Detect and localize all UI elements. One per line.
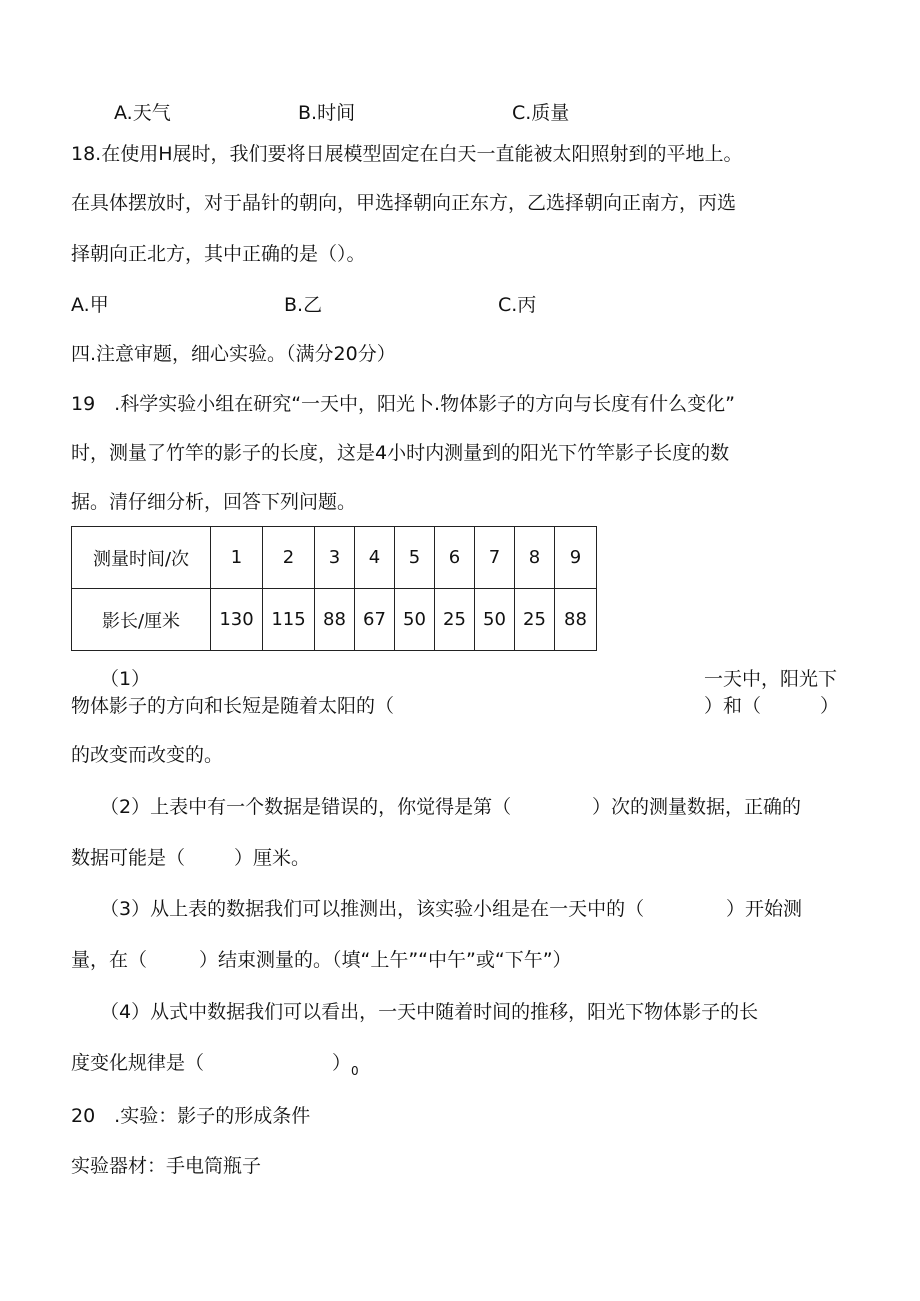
q19-p2-line1b: ）次的测量数据，正确的: [592, 796, 802, 818]
q19-p2-line2b: ）厘米。: [234, 847, 311, 869]
q19-p2-line2a: 数据可能是（: [71, 847, 186, 869]
q19-p4-line1: （4）从式中数据我们可以看出，一天中随着时间的推移，阳光下物体影子的长: [100, 1001, 759, 1023]
q19-p3-line1b: ）开始测: [726, 898, 803, 920]
q19-p1-right: 一天中，阳光下: [704, 668, 838, 690]
table-cell: 67: [355, 589, 395, 651]
table-cell: 6: [435, 527, 475, 589]
q19-p4-close: ）: [332, 1052, 352, 1074]
table-cell: 115: [263, 589, 315, 651]
q19-p3-line2b: ）结束测量的。（填“上午”“中午”或“下午”）: [199, 949, 572, 971]
table-cell: 7: [475, 527, 515, 589]
q19-line-1: 19 .科学实验小组在研究“一天中，阳光卜.物体影子的方向与长度有什么变化”: [71, 393, 735, 415]
q18-option-c: C.丙: [498, 294, 537, 316]
table-cell: 4: [355, 527, 395, 589]
table-cell: 5: [395, 527, 435, 589]
q19-p2-line1a: （2）上表中有一个数据是错误的，你觉得是第（: [100, 796, 512, 818]
shadow-data-table: [71, 526, 597, 651]
table-cell: 1: [211, 527, 263, 589]
q19-line-3: 据。清仔细分析，回答下列问题。: [71, 491, 357, 513]
section-heading: 四.注意审题，细心实验。（满分20分）: [71, 343, 396, 365]
q19-line-2: 时，测量了竹竿的影子的长度，这是4小时内测量到的阳光下竹竿影子长度的数: [71, 442, 730, 464]
table-header-length: 影长/厘米: [72, 589, 211, 651]
q17-option-a: A.天气: [114, 102, 171, 124]
q18-option-b: B.乙: [284, 294, 323, 316]
q19-p3-line1a: （3）从上表的数据我们可以推测出，该实验小组是在一天中的（: [100, 898, 645, 920]
table-row-length: [72, 589, 597, 651]
q19-p1-line2a: 物体影子的方向和长短是随着太阳的（: [71, 695, 395, 717]
q19-p1-line3: 的改变而改变的。: [71, 744, 224, 766]
table-cell: 9: [555, 527, 597, 589]
table-header-time: 测量时间/次: [72, 527, 211, 589]
table-cell: 130: [211, 589, 263, 651]
table-cell: 25: [435, 589, 475, 651]
table-cell: 3: [315, 527, 355, 589]
table-cell: 2: [263, 527, 315, 589]
q17-option-c: C.质量: [512, 102, 570, 124]
q19-p1-line2c: ）: [820, 695, 840, 717]
q19-p4-line2a: 度变化规律是（: [71, 1052, 205, 1074]
table-cell: 25: [515, 589, 555, 651]
q18-line-3: 择朝向正北方，其中正确的是（）。: [71, 243, 366, 265]
q18-line-1: 18.在使用H展时，我们要将日展模型固定在白天一直能被太阳照射到的平地上。: [71, 143, 743, 165]
q19-p1-number: （1）: [100, 668, 151, 690]
q17-option-b: B.时间: [298, 102, 356, 124]
q20-line-2: 实验器材：手电筒瓶子: [71, 1155, 262, 1177]
q19-p4-suffix: 0: [351, 1064, 359, 1078]
q18-line-2: 在具体摆放时，对于晶针的朝向，甲选择朝向正东方，乙选择朝向正南方，丙选: [71, 192, 737, 214]
table-cell: 88: [315, 589, 355, 651]
q19-p4-line2b: [332, 1051, 359, 1083]
table-cell: 88: [555, 589, 597, 651]
q19-p1-line2b: ）和（: [704, 695, 762, 717]
q20-line-1: 20 .实验：影子的形成条件: [71, 1105, 311, 1127]
table-cell: 50: [395, 589, 435, 651]
table-row-time: [72, 527, 597, 589]
table-cell: 8: [515, 527, 555, 589]
q18-option-a: A.甲: [71, 294, 109, 316]
q19-p3-line2a: 量，在（: [71, 949, 148, 971]
table-cell: 50: [475, 589, 515, 651]
